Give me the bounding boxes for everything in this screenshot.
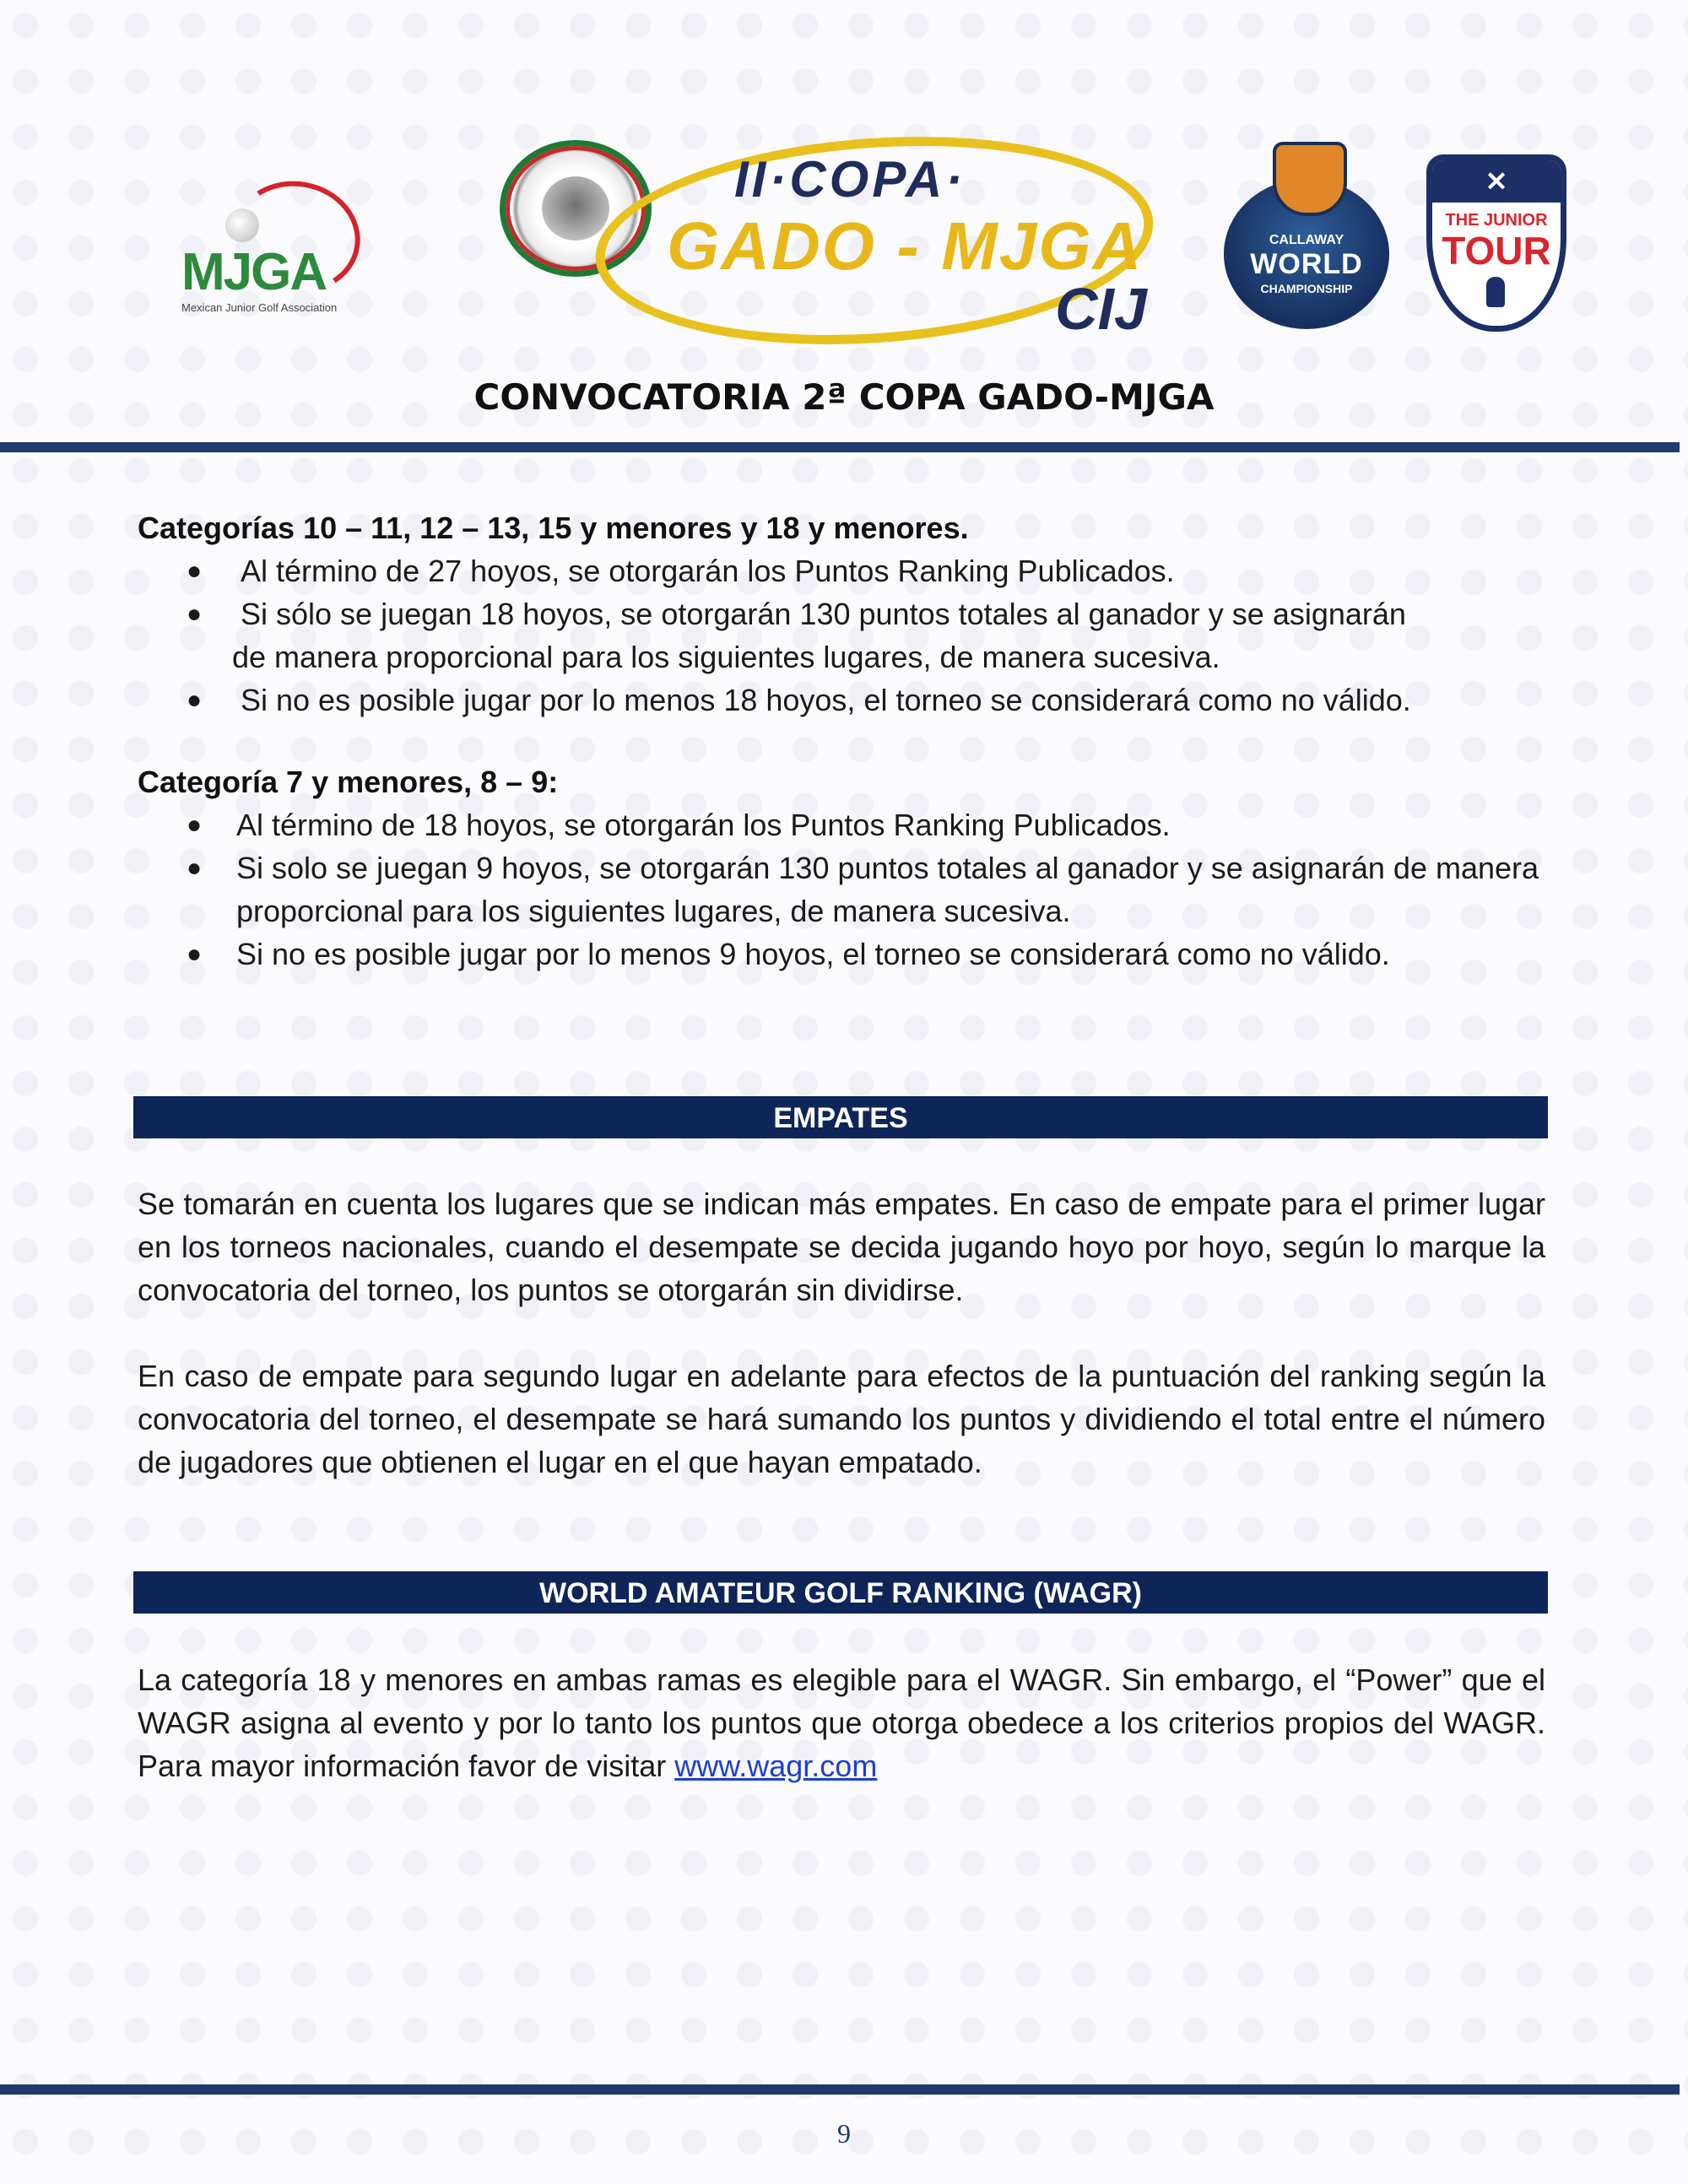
bullet-icon: ● — [187, 854, 203, 882]
junior-tour-logo-line2: TOUR — [1442, 229, 1551, 273]
list-item: ● Si no es posible jugar por lo menos 18 hoyos, el torneo se considerará como no válido. — [138, 678, 1545, 722]
copa-logo-line3: CIJ — [1055, 276, 1147, 342]
page-number: 9 — [837, 2118, 851, 2149]
mjga-logo — [173, 173, 367, 325]
wagr-link[interactable]: www.wagr.com — [674, 1749, 878, 1783]
mjga-logo-subtext: Mexican Junior Golf Association — [181, 301, 338, 314]
bullet-icon: ● — [187, 940, 203, 968]
mjga-logo-text: MJGA — [181, 243, 327, 301]
golfer-icon — [1486, 277, 1505, 307]
empates-paragraph-1: Se tomarán en cuenta los lugares que se indican más empates. En caso de empate para el primer lugar en los torneos nacionales, cuando el desempate se decida jugando hoyo por hoyo, según lo marque la convocatoria del torneo, los puntos se otorgarán sin dividirse. — [138, 1187, 1545, 1307]
empates-paragraph-2: En caso de empate para segundo lugar en adelante para efectos de la puntuación del ranking según la convocatoria del torneo, el desempate se hará sumando los puntos y dividiendo el total entre el número de jugadores que obtienen el lugar en el que hayan empatado. — [138, 1359, 1545, 1479]
under-armour-icon: ✕ — [1485, 166, 1508, 197]
list-item: ● Si sólo se juegan 18 hoyos, se otorgarán 130 puntos totales al ganador y se asignarán de manera proporcional para los siguientes lugares, de manera sucesiva. — [138, 592, 1545, 678]
bullet-icon: ● — [187, 686, 203, 714]
callaway-world-championship-logo — [1224, 142, 1389, 329]
section2-list — [138, 803, 1545, 976]
callaway-logo-line1: CALLAWAY — [1269, 233, 1344, 247]
callaway-logo-line2: WORLD — [1250, 248, 1363, 280]
golf-ball-icon — [225, 208, 259, 242]
section2-heading: Categoría 7 y menores, 8 – 9: — [138, 765, 559, 799]
section1-list — [138, 549, 1545, 722]
callaway-logo-line3: CHAMPIONSHIP — [1260, 282, 1353, 295]
empates-section-bar: EMPATES — [133, 1096, 1548, 1138]
copa-logo-line2: GADO - MJGA — [667, 208, 1144, 284]
future-champions-badge-icon — [1273, 142, 1347, 216]
bullet-icon: ● — [187, 557, 203, 585]
list-item: ● Al término de 27 hoyos, se otorgarán los Puntos Ranking Publicados. — [138, 549, 1545, 592]
header-rule — [0, 442, 1680, 452]
junior-tour-logo — [1426, 154, 1566, 332]
bullet-icon: ● — [187, 811, 203, 839]
list-item: ● Si no es posible jugar por lo menos 9 hoyos, el torneo se considerará como no válido. — [138, 933, 1545, 976]
copa-gado-mjga-logo — [587, 133, 1152, 344]
document-title: CONVOCATORIA 2ª COPA GADO-MJGA — [473, 376, 1215, 418]
section1-heading: Categorías 10 – 11, 12 – 13, 15 y menores y 18 y menores. — [138, 511, 969, 545]
list-item: ● Si solo se juegan 9 hoyos, se otorgarán 130 puntos totales al ganador y se asignarán de manera proporcional para los siguientes lugares, de manera sucesiva. — [138, 846, 1545, 933]
wagr-paragraph: La categoría 18 y menores en ambas ramas es elegible para el WAGR. Sin embargo, el “Power” que el WAGR asigna al evento y por lo tanto los puntos que otorga obedece a los criterios propios del WAGR. Para mayor información favor de visitar www.wagr.com — [138, 1662, 1545, 1783]
wagr-section-bar: WORLD AMATEUR GOLF RANKING (WAGR) — [133, 1571, 1548, 1614]
footer-rule — [0, 2084, 1680, 2095]
copa-logo-line1: II·COPA· — [734, 151, 966, 208]
junior-tour-logo-line1: THE JUNIOR — [1445, 211, 1548, 230]
list-item: ● Al término de 18 hoyos, se otorgarán los Puntos Ranking Publicados. — [138, 803, 1545, 846]
bullet-icon: ● — [187, 600, 203, 628]
